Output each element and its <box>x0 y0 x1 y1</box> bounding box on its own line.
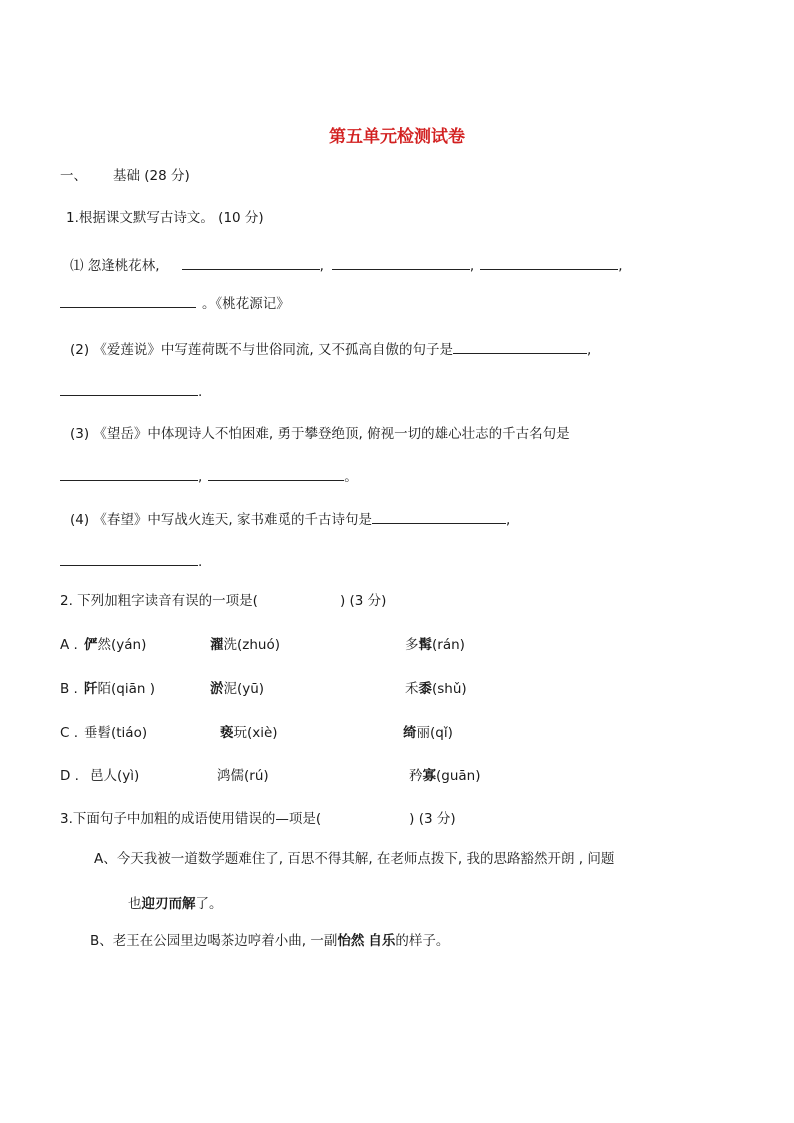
answer-blank[interactable] <box>60 380 198 396</box>
bold-idiom: 怡然 <box>337 933 365 949</box>
bold-char: 淤 <box>210 681 224 697</box>
word-3-start: 多 <box>405 637 419 653</box>
question-1-part-1 <box>70 254 622 276</box>
page-title: 第五单元检测试卷 <box>329 127 465 147</box>
word-2: 鸿儒(rú) <box>217 768 269 784</box>
q1-p2-text: (2) 《爱莲说》中写莲荷既不与世俗同流, 又不孤高自傲的句子是 <box>70 342 453 358</box>
word-2: 玩(xiè) <box>233 725 278 741</box>
q3-option-a-line-2 <box>128 894 223 914</box>
q1-p1-suffix: 。《桃花源记》 <box>202 296 290 312</box>
separator: , <box>319 258 324 274</box>
bold-idiom: 自乐 <box>368 933 396 949</box>
word-1: 垂髫(tiáo) <box>84 725 148 741</box>
word-2: 泥(yū) <box>223 681 265 697</box>
q3-heading-end: ) (3 分) <box>409 811 456 827</box>
q2-heading-end: ) (3 分) <box>339 593 387 609</box>
separator: , <box>618 258 623 274</box>
bold-char: 阡 <box>84 681 98 697</box>
bold-char: 寡 <box>422 768 436 784</box>
option-letter: D . <box>60 768 79 784</box>
question-1-part-1-cont <box>60 292 290 314</box>
question-1-part-3-cont <box>60 465 358 487</box>
separator: 。 <box>344 469 358 485</box>
answer-blank[interactable] <box>208 465 344 481</box>
word-3: (shǔ) <box>432 681 467 697</box>
answer-blank[interactable] <box>372 508 506 524</box>
q1-p1-prefix: ⑴ 忽逢桃花林, <box>70 258 160 274</box>
section-heading <box>60 166 190 186</box>
q3-option-a-line-1: A、今天我被一道数学题难住了, 百思不得其解, 在老师点拨下, 我的思路豁然开朗 , 问题 <box>94 851 615 867</box>
q1-p4-text: (4) 《春望》中写战火连天, 家书难觅的千古诗句是 <box>70 512 372 528</box>
question-3-heading <box>60 809 456 829</box>
option-letter: A . <box>60 637 78 653</box>
answer-blank[interactable] <box>453 338 587 354</box>
separator: , <box>587 342 592 358</box>
separator: , <box>469 258 475 274</box>
question-1-part-3: (3) 《望岳》中体现诗人不怕困难, 勇于攀登绝顶, 俯视一切的雄心壮志的千古名句是 <box>70 426 570 442</box>
separator: , <box>198 469 203 485</box>
word-3: (guān) <box>436 768 481 784</box>
question-1-part-4-cont <box>60 550 202 572</box>
word-3: 丽(qǐ) <box>416 725 453 741</box>
q2-heading-start: 2. 下列加粗字读音有误的一项是( <box>60 593 258 609</box>
separator: . <box>198 384 203 400</box>
section-number: 一、 <box>60 168 87 184</box>
text: B、老王在公园里边喝茶边哼着小曲, 一副 <box>90 933 338 949</box>
question-1-heading: 1.根据课文默写古诗文。 (10 分) <box>66 210 264 226</box>
text: 也 <box>128 896 142 912</box>
question-1-part-2-cont <box>60 380 202 402</box>
bold-char: 绮 <box>403 725 417 741</box>
answer-blank[interactable] <box>60 550 198 566</box>
answer-blank[interactable] <box>60 465 198 481</box>
bold-char: 亵 <box>220 725 234 741</box>
question-1-part-4 <box>70 508 510 530</box>
q3-heading-start: 3.下面句子中加粗的成语使用错误的—项是( <box>60 811 322 827</box>
q3-option-b <box>90 931 449 951</box>
question-1-part-2 <box>70 338 591 360</box>
bold-char: 濯 <box>210 637 224 653</box>
answer-blank[interactable] <box>480 254 618 270</box>
question-2-heading <box>60 591 386 611</box>
word-1: 然(yán) <box>97 637 147 653</box>
word-2: 洗(zhuó) <box>223 637 280 653</box>
answer-blank[interactable] <box>332 254 470 270</box>
bold-char: 黍 <box>418 681 432 697</box>
answer-blank[interactable] <box>60 292 196 308</box>
answer-blank[interactable] <box>182 254 320 270</box>
section-label: 基础 (28 分) <box>113 168 190 184</box>
word-1: 邑人(yì) <box>90 768 140 784</box>
separator: . <box>198 554 203 570</box>
word-1: 陌(qiān ) <box>97 681 155 697</box>
text: 的样子。 <box>395 933 450 949</box>
option-letter: C . <box>60 725 79 741</box>
bold-char: 髯 <box>418 637 432 653</box>
bold-idiom: 迎刃而解 <box>141 896 196 912</box>
separator: , <box>506 512 511 528</box>
word-3: (rán) <box>432 637 465 653</box>
text: 了。 <box>195 896 223 912</box>
option-letter: B . <box>60 681 78 697</box>
word-3-start: 禾 <box>405 681 419 697</box>
word-3-start: 矜 <box>409 768 423 784</box>
bold-char: 俨 <box>84 637 98 653</box>
